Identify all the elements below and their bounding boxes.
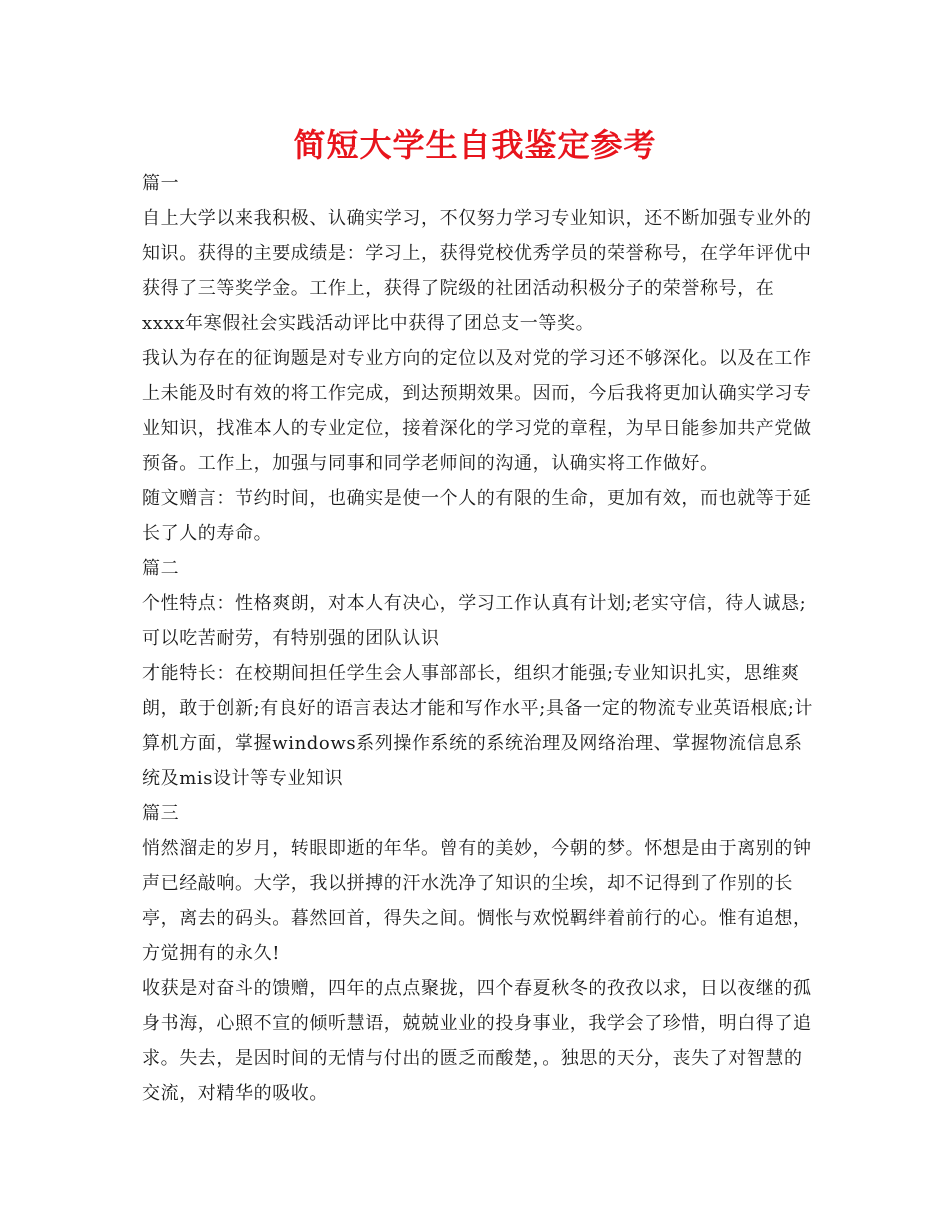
section-heading-3: 篇三	[142, 803, 180, 824]
document-body	[142, 166, 817, 1111]
paragraph: 自上大学以来我积极、认确实学习，不仅努力学习专业知识，还不断加强专业外的知识。获得的主要成绩是：学习上，获得党校优秀学员的荣誉称号，在学年评优中获得了三等奖学金。工作上，获得了院级的社团活动积极分子的荣誉称号，在xxxx年寒假社会实践活动评比中获得了团总支一等奖。	[142, 208, 812, 334]
section-heading-1: 篇一	[142, 173, 180, 194]
section-heading-2: 篇二	[142, 558, 180, 579]
paragraph: 收获是对奋斗的馈赠，四年的点点聚拢，四个春夏秋冬的孜孜以求，日以夜继的孤身书海，心照不宣的倾听慧语，兢兢业业的投身事业，我学会了珍惜，明白得了追求。失去，是因时间的无情与付出的匮乏而酸楚，。独思的天分，丧失了对智慧的交流，对精华的吸收。	[142, 978, 812, 1104]
paragraph: 随文赠言：节约时间，也确实是使一个人的有限的生命，更加有效，而也就等于延长了人的寿命。	[142, 488, 812, 544]
paragraph: 个性特点：性格爽朗，对本人有决心，学习工作认真有计划;老实守信，待人诚恳;可以吃苦耐劳，有特别强的团队认识	[142, 593, 807, 649]
paragraph: 我认为存在的征询题是对专业方向的定位以及对党的学习还不够深化。以及在工作上未能及时有效的将工作完成，到达预期效果。因而，今后我将更加认确实学习专业知识，找准本人的专业定位，接着深化的学习党的章程，为早日能参加共产党做预备。工作上，加强与同事和同学老师间的沟通，认确实将工作做好。	[142, 348, 812, 474]
paragraph: 悄然溜走的岁月，转眼即逝的年华。曾有的美妙，今朝的梦。怀想是由于离别的钟声已经敲响。大学，我以拼搏的汗水洗净了知识的尘埃，却不记得到了作别的长亭，离去的码头。暮然回首，得失之间。惆怅与欢悦羁绊着前行的心。惟有追想，方觉拥有的永久!	[142, 838, 812, 964]
paragraph: 才能特长：在校期间担任学生会人事部部长，组织才能强;专业知识扎实，思维爽朗，敢于创新;有良好的语言表达才能和写作水平;具备一定的物流专业英语根底;计算机方面，掌握windows系列操作系统的系统治理及网络治理、掌握物流信息系统及mis设计等专业知识	[142, 663, 813, 789]
document-title: 简短大学生自我鉴定参考	[293, 126, 657, 164]
